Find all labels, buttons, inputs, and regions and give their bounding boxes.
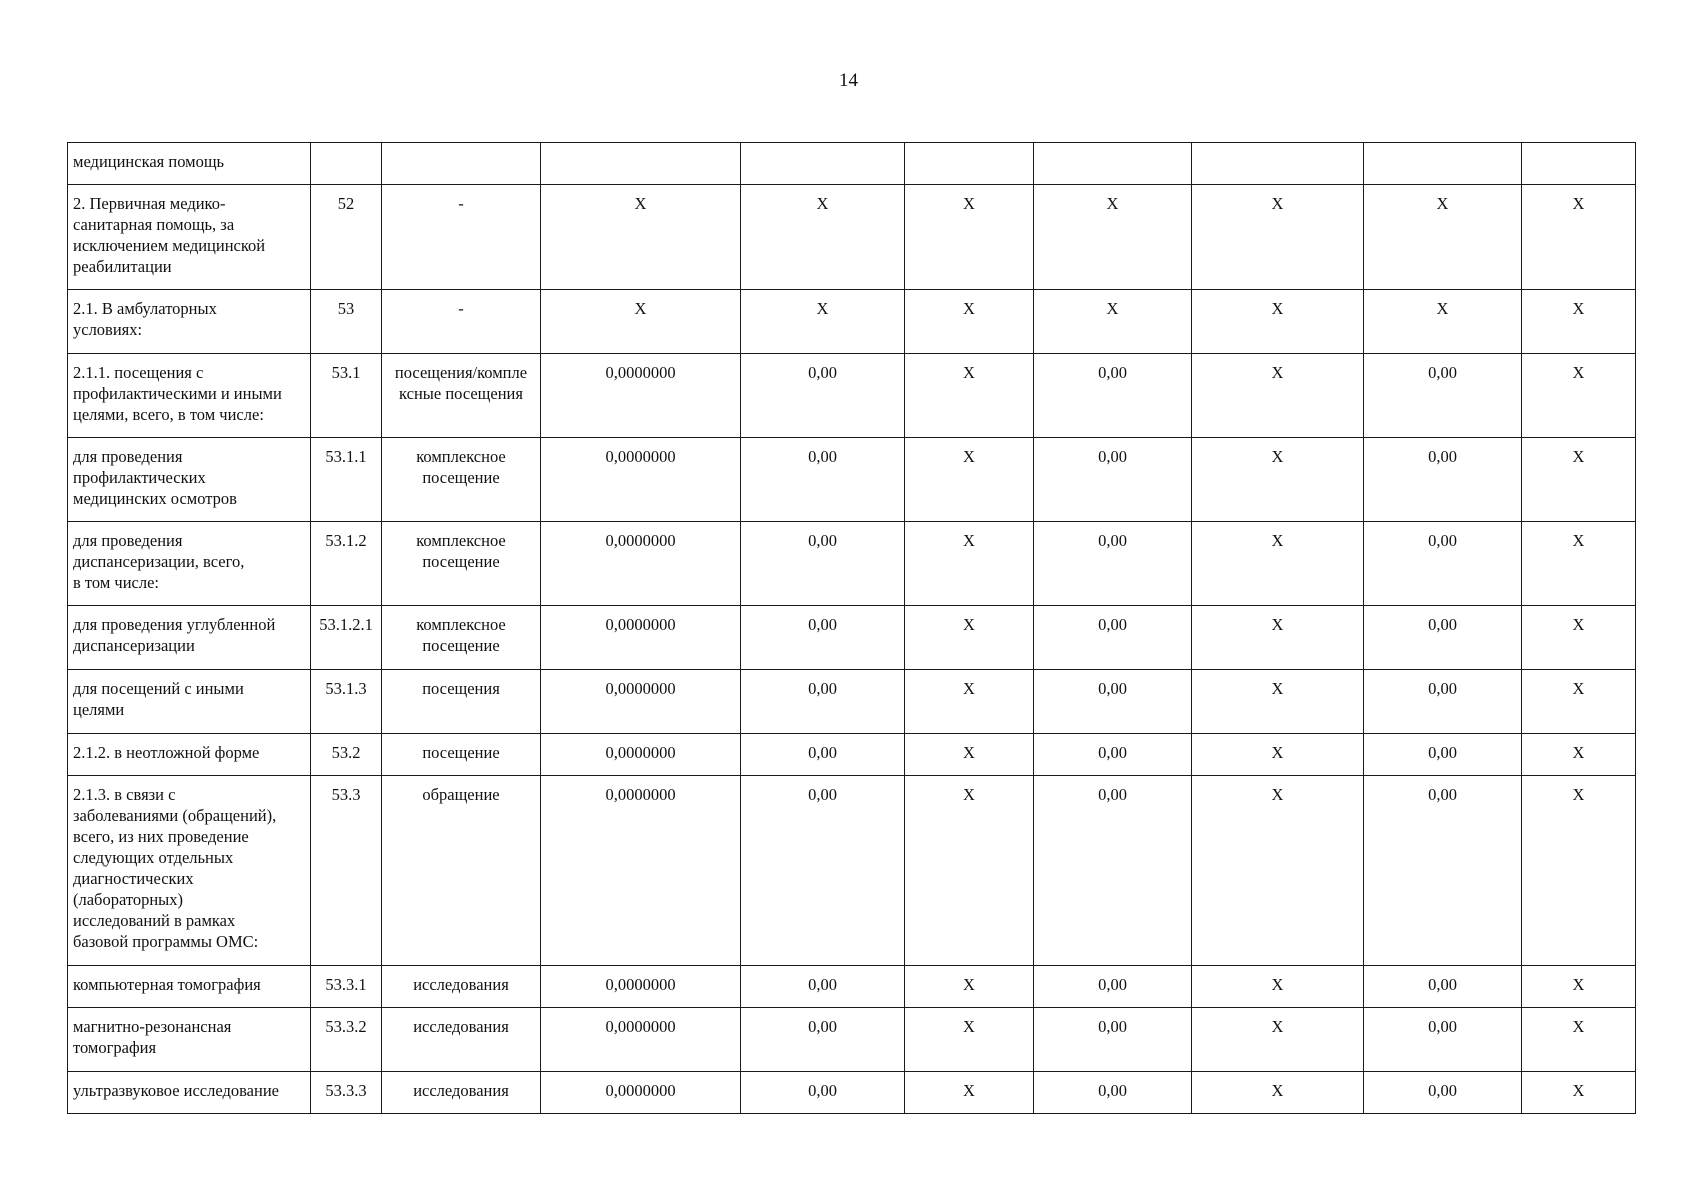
row-value-cell — [1192, 185, 1364, 290]
row-code-cell — [311, 354, 382, 438]
table-row — [68, 966, 1636, 1008]
row-value-cell — [1364, 606, 1522, 670]
row-value-cell — [741, 522, 905, 606]
row-value-cell-text: X — [963, 194, 975, 213]
row-unit-cell-text: обращение — [422, 785, 500, 804]
row-name-cell — [68, 776, 311, 966]
row-value-cell-text: X — [963, 299, 975, 318]
row-value-cell-text: 0,00 — [808, 615, 837, 634]
row-value-cell — [741, 185, 905, 290]
row-value-cell-text: X — [963, 615, 975, 634]
row-unit-cell — [382, 354, 541, 438]
table-row — [68, 185, 1636, 290]
row-value-cell-text: X — [1572, 531, 1585, 550]
row-value-cell-text: X — [1572, 363, 1585, 382]
row-value-cell-text: 0,00 — [1098, 743, 1127, 762]
row-value-cell — [905, 1008, 1034, 1072]
row-name-cell-text: для посещений с иными целями — [73, 679, 244, 719]
row-value-cell — [905, 522, 1034, 606]
row-code-cell — [311, 1008, 382, 1072]
row-code-cell-text: 53.3.2 — [325, 1017, 367, 1036]
row-value-cell — [1192, 143, 1364, 185]
row-value-cell — [1364, 776, 1522, 966]
row-value-cell-text: X — [1436, 299, 1449, 318]
row-value-cell-text: 0,0000000 — [605, 975, 676, 994]
row-value-cell-text: X — [1271, 679, 1284, 698]
row-value-cell — [905, 670, 1034, 734]
row-name-cell — [68, 143, 311, 185]
row-value-cell — [1364, 143, 1522, 185]
row-value-cell-text: 0,00 — [1428, 975, 1457, 994]
page-number: 14 — [839, 70, 858, 91]
row-value-cell-text: 0,0000000 — [605, 785, 676, 804]
row-code-cell-text: 53.2 — [331, 743, 361, 762]
row-value-cell-text: 0,0000000 — [605, 615, 676, 634]
row-value-cell — [541, 1008, 741, 1072]
row-value-cell — [1034, 1008, 1192, 1072]
row-value-cell — [905, 438, 1034, 522]
row-unit-cell — [382, 143, 541, 185]
row-value-cell-text: X — [1271, 299, 1284, 318]
row-value-cell — [1364, 734, 1522, 776]
row-value-cell-text: X — [1271, 194, 1284, 213]
row-value-cell-text: 0,00 — [808, 1017, 837, 1036]
row-unit-cell — [382, 1072, 541, 1114]
row-value-cell-text: 0,00 — [1098, 975, 1127, 994]
row-code-cell-text: 53.1.3 — [325, 679, 367, 698]
row-value-cell — [905, 354, 1034, 438]
row-unit-cell — [382, 966, 541, 1008]
row-value-cell — [741, 1008, 905, 1072]
row-value-cell — [541, 670, 741, 734]
row-value-cell-text: X — [1271, 743, 1284, 762]
row-value-cell — [1192, 606, 1364, 670]
row-value-cell — [541, 290, 741, 354]
row-value-cell — [1522, 185, 1636, 290]
row-value-cell — [1364, 966, 1522, 1008]
row-value-cell-text: 0,00 — [1098, 679, 1127, 698]
row-value-cell — [1034, 522, 1192, 606]
row-value-cell-text: 0,00 — [1428, 743, 1457, 762]
row-name-cell-text: компьютерная томография — [73, 975, 261, 994]
row-value-cell-text: X — [963, 1017, 975, 1036]
row-value-cell-text: 0,00 — [808, 975, 837, 994]
row-value-cell — [541, 966, 741, 1008]
row-value-cell-text: X — [1106, 299, 1119, 318]
row-code-cell-text: 53.1.1 — [325, 447, 367, 466]
row-value-cell — [1034, 1072, 1192, 1114]
row-value-cell — [1364, 1008, 1522, 1072]
row-code-cell-text: 53.1 — [331, 363, 361, 382]
row-name-cell-text: 2.1.3. в связи с заболеваниями (обращений), всего, из них проведение следующих отдельных диагностических (лабораторных) исследований в рамках базовой программы ОМС: — [73, 785, 277, 951]
table-row — [68, 143, 1636, 185]
table-row — [68, 1072, 1636, 1114]
row-unit-cell — [382, 734, 541, 776]
row-value-cell — [1522, 354, 1636, 438]
row-value-cell — [741, 734, 905, 776]
row-value-cell — [1192, 966, 1364, 1008]
row-value-cell-text: 0,00 — [1098, 447, 1127, 466]
row-name-cell — [68, 290, 311, 354]
row-value-cell-text: X — [1572, 743, 1585, 762]
row-value-cell — [1192, 776, 1364, 966]
row-value-cell — [1364, 354, 1522, 438]
row-value-cell — [1364, 438, 1522, 522]
row-value-cell-text: X — [1572, 785, 1585, 804]
row-value-cell — [1034, 966, 1192, 1008]
row-value-cell-text: 0,0000000 — [605, 1017, 676, 1036]
row-value-cell-text: X — [963, 447, 975, 466]
row-value-cell — [1522, 776, 1636, 966]
row-value-cell — [541, 1072, 741, 1114]
row-value-cell-text: 0,00 — [1428, 679, 1457, 698]
row-unit-cell — [382, 776, 541, 966]
row-value-cell-text: 0,00 — [1098, 1017, 1127, 1036]
row-value-cell — [741, 354, 905, 438]
row-code-cell — [311, 143, 382, 185]
row-unit-cell — [382, 670, 541, 734]
row-name-cell-text: 2.1.1. посещения с профилактическими и иными целями, всего, в том числе: — [73, 363, 282, 424]
table-body — [68, 143, 1636, 1114]
row-value-cell-text: 0,00 — [808, 531, 837, 550]
row-code-cell — [311, 606, 382, 670]
row-value-cell — [1034, 354, 1192, 438]
row-value-cell — [1364, 1072, 1522, 1114]
row-code-cell — [311, 670, 382, 734]
row-unit-cell — [382, 438, 541, 522]
row-value-cell — [905, 185, 1034, 290]
row-value-cell-text: X — [816, 194, 829, 213]
row-value-cell — [741, 606, 905, 670]
row-name-cell-text: магнитно-резонансная томография — [73, 1017, 232, 1057]
row-value-cell-text: X — [963, 679, 975, 698]
row-value-cell-text: 0,0000000 — [605, 531, 676, 550]
row-value-cell — [1522, 143, 1636, 185]
row-value-cell-text: X — [1271, 531, 1284, 550]
row-unit-cell-text: - — [458, 299, 464, 318]
row-code-cell — [311, 1072, 382, 1114]
row-name-cell — [68, 354, 311, 438]
row-value-cell — [1522, 734, 1636, 776]
row-name-cell — [68, 606, 311, 670]
row-value-cell — [1192, 1008, 1364, 1072]
row-code-cell-text: 53.1.2.1 — [319, 615, 373, 634]
row-name-cell — [68, 1008, 311, 1072]
row-value-cell-text: X — [1271, 1081, 1284, 1100]
row-unit-cell — [382, 290, 541, 354]
data-table — [67, 142, 1636, 1114]
row-value-cell-text: X — [1271, 975, 1284, 994]
row-name-cell-text: для проведения диспансеризации, всего, в том числе: — [73, 531, 245, 592]
row-value-cell-text: 0,0000000 — [605, 447, 676, 466]
row-name-cell — [68, 438, 311, 522]
row-value-cell-text: X — [1572, 975, 1585, 994]
row-name-cell — [68, 966, 311, 1008]
row-unit-cell-text: - — [458, 194, 464, 213]
row-value-cell-text: 0,00 — [1098, 531, 1127, 550]
row-value-cell-text: 0,00 — [1098, 615, 1127, 634]
row-name-cell-text: 2.1.2. в неотложной форме — [73, 743, 260, 762]
row-value-cell — [905, 1072, 1034, 1114]
row-value-cell — [905, 143, 1034, 185]
row-value-cell — [741, 143, 905, 185]
row-value-cell-text: X — [1572, 447, 1585, 466]
row-code-cell-text: 53 — [337, 299, 355, 318]
row-name-cell — [68, 1072, 311, 1114]
row-unit-cell-text: комплексное посещение — [416, 531, 506, 571]
row-value-cell-text: 0,00 — [1428, 363, 1457, 382]
row-value-cell — [1522, 966, 1636, 1008]
row-value-cell-text: X — [1572, 194, 1585, 213]
row-unit-cell-text: посещение — [422, 743, 500, 762]
row-name-cell-text: 2.1. В амбулаторных условиях: — [73, 299, 217, 339]
row-value-cell — [1522, 290, 1636, 354]
row-name-cell-text: для проведения углубленной диспансеризации — [73, 615, 276, 655]
row-name-cell-text: ультразвуковое исследование — [73, 1081, 279, 1100]
row-unit-cell-text: комплексное посещение — [416, 615, 506, 655]
row-value-cell-text: 0,00 — [1428, 785, 1457, 804]
row-value-cell — [541, 776, 741, 966]
row-name-cell — [68, 734, 311, 776]
row-value-cell-text: 0,00 — [808, 363, 837, 382]
row-value-cell — [1192, 670, 1364, 734]
row-value-cell — [741, 438, 905, 522]
row-value-cell-text: X — [963, 363, 975, 382]
row-value-cell — [1192, 522, 1364, 606]
row-unit-cell-text: исследования — [413, 1017, 509, 1036]
row-value-cell — [1034, 290, 1192, 354]
row-value-cell-text: 0,00 — [808, 447, 837, 466]
row-value-cell-text: 0,00 — [808, 1081, 837, 1100]
row-value-cell — [1034, 776, 1192, 966]
row-value-cell — [1522, 1072, 1636, 1114]
row-value-cell — [741, 966, 905, 1008]
row-value-cell — [741, 670, 905, 734]
row-value-cell-text: 0,00 — [1098, 785, 1127, 804]
table-row — [68, 606, 1636, 670]
row-value-cell — [1192, 290, 1364, 354]
row-value-cell-text: 0,00 — [808, 679, 837, 698]
row-name-cell-text: для проведения профилактических медицинских осмотров — [73, 447, 237, 508]
row-code-cell — [311, 185, 382, 290]
row-value-cell-text: 0,00 — [808, 785, 837, 804]
row-unit-cell — [382, 185, 541, 290]
row-value-cell — [541, 185, 741, 290]
row-value-cell-text: X — [963, 743, 975, 762]
row-code-cell — [311, 966, 382, 1008]
row-value-cell — [1364, 290, 1522, 354]
table-row — [68, 438, 1636, 522]
row-value-cell-text: X — [963, 975, 975, 994]
row-code-cell-text: 52 — [337, 194, 355, 213]
row-unit-cell-text: посещения — [422, 679, 500, 698]
row-value-cell-text: 0,0000000 — [605, 363, 676, 382]
row-value-cell — [905, 734, 1034, 776]
row-unit-cell-text: исследования — [413, 1081, 509, 1100]
row-code-cell — [311, 776, 382, 966]
row-value-cell — [1192, 438, 1364, 522]
row-value-cell-text: X — [963, 1081, 975, 1100]
row-value-cell — [541, 143, 741, 185]
row-value-cell-text: X — [963, 785, 975, 804]
row-value-cell — [905, 966, 1034, 1008]
row-value-cell-text: X — [1106, 194, 1119, 213]
row-value-cell — [741, 290, 905, 354]
row-code-cell-text: 53.1.2 — [325, 531, 367, 550]
row-name-cell — [68, 670, 311, 734]
row-code-cell — [311, 290, 382, 354]
row-code-cell — [311, 522, 382, 606]
row-value-cell-text: 0,00 — [808, 743, 837, 762]
row-value-cell-text: X — [1271, 785, 1284, 804]
row-value-cell — [1034, 734, 1192, 776]
table-row — [68, 354, 1636, 438]
row-value-cell-text: X — [1572, 1081, 1585, 1100]
row-value-cell-text: X — [1436, 194, 1449, 213]
row-value-cell — [541, 734, 741, 776]
row-value-cell — [1034, 185, 1192, 290]
row-unit-cell-text: посещения/компле ксные посещения — [394, 363, 528, 403]
row-unit-cell — [382, 522, 541, 606]
row-value-cell-text: X — [1572, 679, 1585, 698]
row-value-cell — [905, 776, 1034, 966]
row-code-cell — [311, 734, 382, 776]
row-name-cell — [68, 522, 311, 606]
row-value-cell — [1522, 522, 1636, 606]
row-value-cell — [1522, 606, 1636, 670]
row-code-cell-text: 53.3.3 — [325, 1081, 367, 1100]
row-code-cell-text: 53.3.1 — [325, 975, 367, 994]
row-value-cell — [741, 1072, 905, 1114]
row-value-cell-text: 0,00 — [1428, 531, 1457, 550]
row-value-cell-text: 0,00 — [1428, 1017, 1457, 1036]
row-value-cell-text: X — [816, 299, 829, 318]
row-value-cell — [1034, 606, 1192, 670]
row-value-cell-text: 0,00 — [1428, 615, 1457, 634]
row-value-cell-text: 0,00 — [1098, 363, 1127, 382]
row-value-cell — [541, 606, 741, 670]
row-value-cell — [1364, 670, 1522, 734]
row-code-cell-text: 53.3 — [331, 785, 361, 804]
row-value-cell — [1522, 1008, 1636, 1072]
row-value-cell — [1522, 670, 1636, 734]
row-value-cell — [1034, 438, 1192, 522]
row-value-cell — [741, 776, 905, 966]
row-value-cell-text: X — [1572, 615, 1585, 634]
row-value-cell — [1034, 143, 1192, 185]
table-row — [68, 290, 1636, 354]
row-value-cell — [541, 354, 741, 438]
row-value-cell — [541, 522, 741, 606]
row-value-cell — [541, 438, 741, 522]
row-value-cell — [905, 290, 1034, 354]
row-value-cell-text: X — [1271, 615, 1284, 634]
row-value-cell-text: 0,00 — [1428, 447, 1457, 466]
row-unit-cell — [382, 606, 541, 670]
table-row — [68, 522, 1636, 606]
row-value-cell — [1192, 354, 1364, 438]
row-value-cell — [1192, 734, 1364, 776]
row-value-cell-text: 0,0000000 — [605, 1081, 676, 1100]
row-value-cell — [1034, 670, 1192, 734]
table-row — [68, 734, 1636, 776]
row-value-cell-text: X — [1271, 363, 1284, 382]
row-unit-cell-text: исследования — [413, 975, 509, 994]
row-value-cell — [1522, 438, 1636, 522]
row-name-cell-text: 2. Первичная медико- санитарная помощь, за исключением медицинской реабилитации — [73, 194, 266, 276]
row-unit-cell-text: комплексное посещение — [416, 447, 506, 487]
row-value-cell-text: X — [1572, 1017, 1585, 1036]
row-value-cell-text: 0,00 — [1098, 1081, 1127, 1100]
row-value-cell — [905, 606, 1034, 670]
row-value-cell-text: X — [963, 531, 975, 550]
row-value-cell-text: X — [1271, 1017, 1284, 1036]
row-value-cell-text: X — [1572, 299, 1585, 318]
table-row — [68, 670, 1636, 734]
row-value-cell — [1192, 1072, 1364, 1114]
row-unit-cell — [382, 1008, 541, 1072]
row-value-cell-text: 0,0000000 — [605, 743, 676, 762]
row-value-cell — [1364, 185, 1522, 290]
row-value-cell-text: X — [1271, 447, 1284, 466]
row-value-cell-text: 0,00 — [1428, 1081, 1457, 1100]
row-value-cell-text: X — [634, 194, 647, 213]
row-value-cell-text: X — [634, 299, 647, 318]
row-name-cell — [68, 185, 311, 290]
table-row — [68, 1008, 1636, 1072]
row-code-cell — [311, 438, 382, 522]
row-value-cell — [1364, 522, 1522, 606]
table-row — [68, 776, 1636, 966]
row-name-cell-text: медицинская помощь — [73, 152, 225, 171]
row-value-cell-text: 0,0000000 — [605, 679, 676, 698]
